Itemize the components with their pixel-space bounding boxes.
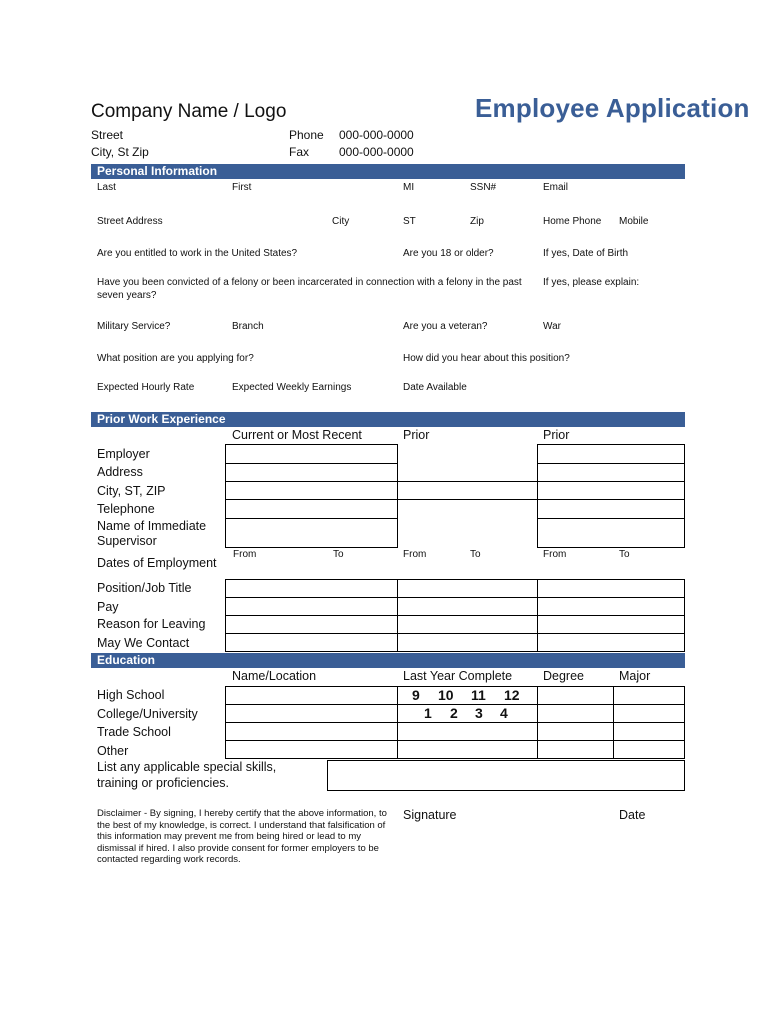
prior1-from-label: From (403, 549, 427, 560)
trade-school-degree-field[interactable] (537, 722, 614, 741)
hs-year-option[interactable]: 10 (438, 687, 454, 703)
college-year-option[interactable]: 1 (424, 705, 432, 721)
prior2-supervisor-field[interactable] (537, 518, 685, 548)
telephone-label: Telephone (97, 502, 155, 516)
military-service-label: Military Service? (97, 321, 171, 332)
name-location-column-header: Name/Location (232, 669, 317, 683)
college-year-option[interactable]: 4 (500, 705, 508, 721)
prior2-contact-field[interactable] (537, 633, 685, 652)
disclaimer-text: Disclaimer - By signing, I hereby certify that the above information, to the best of my knowledge, is correct. I understand that falsification of this information may prevent me from being hired or lead to my dismissal if hired. I also provide consent for former employers to be contacted regarding work records. (97, 808, 387, 865)
trade-school-major-field[interactable] (613, 722, 685, 741)
supervisor-label-line1: Name of Immediate (97, 519, 207, 533)
state-label: ST (403, 216, 416, 227)
form-title: Employee Application (475, 93, 750, 123)
current-contact-field[interactable] (225, 633, 398, 652)
prior1-city-field[interactable] (397, 481, 538, 500)
ssn-label: SSN# (470, 182, 497, 193)
war-label: War (543, 321, 561, 332)
felony-question-line1: Have you been convicted of a felony or been incarcerated in connection with a felony in the past (97, 277, 522, 288)
reason-leaving-label: Reason for Leaving (97, 617, 206, 631)
other-name-field[interactable] (225, 740, 398, 759)
address-label: Address (97, 465, 143, 479)
degree-column-header: Degree (543, 669, 584, 683)
skills-label-line1: List any applicable special skills, (97, 760, 277, 774)
other-degree-field[interactable] (537, 740, 614, 759)
city-label: City (332, 216, 350, 227)
prior2-from-label: From (543, 549, 567, 560)
high-school-major-field[interactable] (613, 686, 685, 705)
phone-value: 000-000-0000 (339, 128, 414, 142)
signature-label: Signature (403, 808, 457, 822)
felony-explain-label: If yes, please explain: (543, 277, 640, 288)
prior1-to-label: To (470, 549, 481, 560)
company-name-logo: Company Name / Logo (91, 101, 287, 122)
current-position-field[interactable] (225, 579, 398, 598)
dates-of-employment-label: Dates of Employment (97, 556, 217, 570)
education-header (91, 653, 685, 668)
hear-about-label: How did you hear about this position? (403, 353, 570, 364)
college-label: College/University (97, 707, 198, 721)
other-major-field[interactable] (613, 740, 685, 759)
skills-label-line2: training or proficiencies. (97, 776, 230, 790)
college-year-option[interactable]: 2 (450, 705, 458, 721)
current-telephone-field[interactable] (225, 499, 398, 519)
felony-question-line2: seven years? (97, 290, 157, 301)
zip-label: Zip (470, 216, 484, 227)
prior1-column-header: Prior (403, 428, 430, 442)
high-school-name-field[interactable] (225, 686, 398, 705)
hs-year-option[interactable]: 11 (471, 687, 486, 703)
supervisor-label-line2: Supervisor (97, 534, 157, 548)
current-address-field[interactable] (225, 463, 398, 482)
current-employer-column-header: Current or Most Recent (232, 428, 362, 442)
date-of-birth-label: If yes, Date of Birth (543, 248, 629, 259)
current-employer-field[interactable] (225, 444, 398, 464)
college-major-field[interactable] (613, 704, 685, 723)
prior2-address-field[interactable] (537, 463, 685, 482)
fax-value: 000-000-0000 (339, 145, 414, 159)
trade-school-label: Trade School (97, 725, 171, 739)
first-name-label: First (232, 182, 252, 193)
college-degree-field[interactable] (537, 704, 614, 723)
personal-information-title: Personal Information (97, 164, 218, 178)
position-title-label: Position/Job Title (97, 581, 192, 595)
skills-field[interactable] (327, 760, 685, 791)
other-education-label: Other (97, 744, 129, 758)
employer-label: Employer (97, 447, 150, 461)
prior2-telephone-field[interactable] (537, 499, 685, 519)
prior-work-title: Prior Work Experience (97, 412, 226, 426)
street-address-label: Street Address (97, 216, 163, 227)
prior2-city-field[interactable] (537, 481, 685, 500)
prior1-position-field[interactable] (397, 579, 538, 598)
age-question-label: Are you 18 or older? (403, 248, 494, 259)
current-reason-field[interactable] (225, 615, 398, 634)
middle-initial-label: MI (403, 182, 415, 193)
phone-label: Phone (289, 128, 324, 142)
current-from-label: From (233, 549, 257, 560)
prior2-pay-field[interactable] (537, 597, 685, 616)
other-year-field[interactable] (397, 740, 538, 759)
prior2-column-header: Prior (543, 428, 570, 442)
date-label: Date (619, 808, 646, 822)
major-column-header: Major (619, 669, 651, 683)
current-to-label: To (333, 549, 344, 560)
last-name-label: Last (97, 182, 116, 193)
branch-label: Branch (232, 321, 264, 332)
company-city: City, St Zip (91, 145, 149, 159)
prior2-reason-field[interactable] (537, 615, 685, 634)
email-label: Email (543, 182, 569, 193)
weekly-earnings-label: Expected Weekly Earnings (232, 382, 352, 393)
hs-year-option[interactable]: 9 (412, 687, 420, 703)
prior1-pay-field[interactable] (397, 597, 538, 616)
pay-label: Pay (97, 600, 119, 614)
fax-label: Fax (289, 145, 310, 159)
position-applying-label: What position are you applying for? (97, 353, 254, 364)
current-pay-field[interactable] (225, 597, 398, 616)
may-we-contact-label: May We Contact (97, 636, 190, 650)
trade-school-name-field[interactable] (225, 722, 398, 741)
veteran-label: Are you a veteran? (403, 321, 488, 332)
date-available-label: Date Available (403, 382, 467, 393)
prior2-position-field[interactable] (537, 579, 685, 598)
mobile-label: Mobile (619, 216, 649, 227)
trade-school-year-field[interactable] (397, 722, 538, 741)
current-supervisor-field[interactable] (225, 518, 398, 548)
city-st-zip-label: City, ST, ZIP (97, 484, 166, 498)
high-school-label: High School (97, 688, 165, 702)
prior2-employer-field[interactable] (537, 444, 685, 464)
college-year-field[interactable] (397, 704, 538, 723)
college-year-option[interactable]: 3 (475, 705, 483, 721)
prior1-contact-field[interactable] (397, 633, 538, 652)
company-street: Street (91, 128, 124, 142)
college-name-field[interactable] (225, 704, 398, 723)
personal-information-header (91, 164, 685, 179)
prior1-reason-field[interactable] (397, 615, 538, 634)
current-city-field[interactable] (225, 481, 398, 500)
high-school-degree-field[interactable] (537, 686, 614, 705)
education-title: Education (97, 653, 156, 667)
hourly-rate-label: Expected Hourly Rate (97, 382, 195, 393)
hs-year-option[interactable]: 12 (504, 687, 520, 703)
last-year-complete-column-header: Last Year Complete (403, 669, 513, 683)
work-eligibility-label: Are you entitled to work in the United States? (97, 248, 298, 259)
prior-work-header (91, 412, 685, 427)
home-phone-label: Home Phone (543, 216, 602, 227)
prior2-to-label: To (619, 549, 630, 560)
